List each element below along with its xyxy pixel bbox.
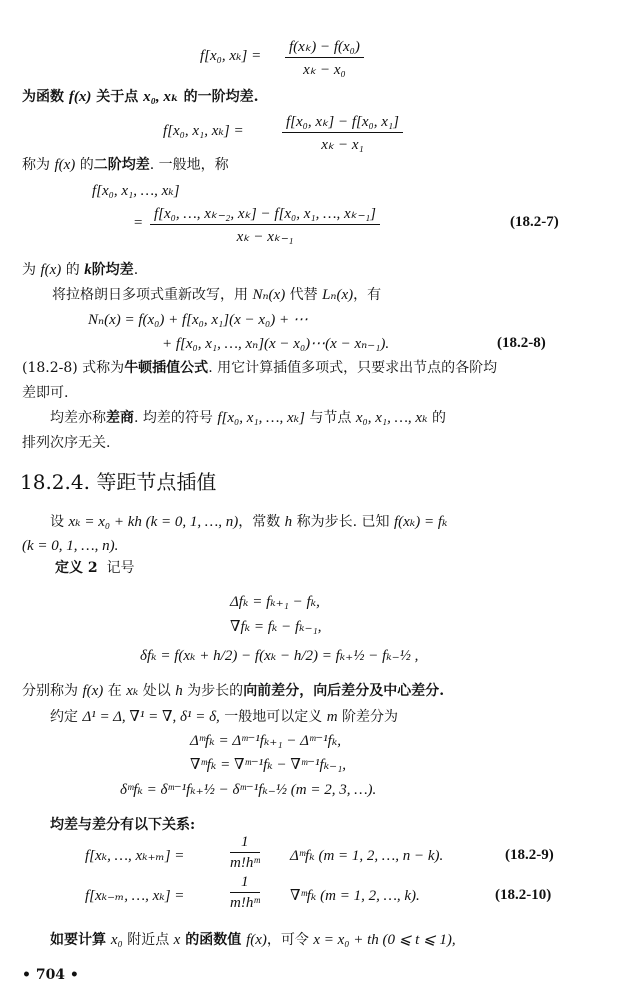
eq8-lhs: f[xₖ₋ₘ, …, xₖ] = <box>85 888 185 904</box>
math: (xₖ + h/2) − f(xₖ − h/2) = fₖ₊½ − fₖ₋½ , <box>178 648 419 664</box>
denominator: xₖ − x₀ <box>303 62 346 78</box>
term: 一阶均差 <box>197 89 254 105</box>
paragraph-difference-names <box>22 682 444 700</box>
math: x₀, x₁, …, xₖ <box>355 410 428 426</box>
math: f(x) <box>82 683 104 699</box>
math: Δ¹ = Δ, ∇¹ = ∇, δ¹ = δ, <box>82 709 220 725</box>
numerator: f(xₖ) − f(x₀) <box>285 37 364 58</box>
text: 关于点 <box>91 89 144 105</box>
math: x = x₀ + th (0 ⩽ t ⩽ 1), <box>313 932 456 948</box>
paragraph-equidistant <box>50 513 448 531</box>
text: 与节点 <box>304 410 356 426</box>
eq-forward-m: Δᵐfₖ = Δᵐ⁻¹fₖ₊₁ − Δᵐ⁻¹fₖ, <box>190 733 342 749</box>
text: 处以 <box>138 683 176 699</box>
text: . <box>133 262 139 278</box>
math: k <box>84 262 92 278</box>
term: 二阶均差 <box>93 157 150 173</box>
equation-number: (18.2-8) <box>497 335 546 351</box>
text: 分别称为 <box>22 683 83 699</box>
paragraph-first-order <box>22 88 258 106</box>
text: 附近点 <box>122 932 174 948</box>
math: xₖ <box>126 683 139 699</box>
text: 称为步长. 已知 <box>292 514 394 530</box>
eq7-rhs: Δᵐfₖ (m = 1, 2, …, n − k). <box>290 848 444 864</box>
term: 牛顿插值公式 <box>124 360 209 376</box>
text: 在 <box>103 683 127 699</box>
term: 阶均差 <box>91 262 134 278</box>
denominator: m!hᵐ <box>230 895 260 911</box>
math: δfₖ = f <box>140 648 179 664</box>
term: 向前差分 <box>243 683 300 699</box>
text: . <box>439 683 445 699</box>
eq-backward-difference: ∇fₖ = fₖ − fₖ₋₁, <box>230 619 322 635</box>
section-heading: 18.2.4. 等距节点插值 <box>20 470 217 494</box>
paragraph-compute <box>50 931 456 949</box>
text: 将拉格朗日多项式重新改写，用 <box>52 287 253 303</box>
text: 的 <box>427 410 446 426</box>
eq8-fraction <box>230 874 260 912</box>
term: 向后差分 <box>313 683 370 699</box>
eq2-lhs: f[x₀, x₁, xₖ] = <box>163 123 244 139</box>
text: 的 <box>178 89 198 105</box>
math: h <box>175 683 183 699</box>
math: x <box>173 932 181 948</box>
text: 一般地可以定义 <box>219 709 327 725</box>
page-number: • 704 • <box>22 967 79 983</box>
eq7-lhs: f[xₖ, …, xₖ₊ₘ] = <box>85 848 185 864</box>
numerator: 1 <box>230 874 260 893</box>
math: h <box>284 514 293 530</box>
paragraph-difference-quotient <box>50 409 446 427</box>
term: 差商 <box>106 410 134 426</box>
math: Nₙ(x) <box>252 287 286 303</box>
text: ，常数 <box>238 514 285 530</box>
paragraph-convention <box>50 708 398 726</box>
text: . <box>253 89 259 105</box>
text: ， <box>299 683 314 699</box>
paragraph-newton-formula <box>22 359 497 377</box>
math: m <box>326 709 338 725</box>
paragraph-difference-quotient-cont: 排列次序无关. <box>22 435 111 451</box>
eq8-rhs: ∇ᵐfₖ (m = 1, 2, …, k). <box>290 888 420 904</box>
equation-number: (18.2-10) <box>495 887 552 903</box>
text: ，有 <box>353 287 382 303</box>
text: . 均差的符号 <box>134 410 218 426</box>
paragraph-k-order <box>22 261 138 279</box>
numerator: f[x₀, …, xₖ₋₂, xₖ] − f[x₀, x₁, …, xₖ₋₁] <box>150 204 380 225</box>
eq1-lhs: f[x₀, xₖ] = <box>200 48 262 64</box>
equation-number: (18.2-7) <box>510 214 559 230</box>
eq3-fraction <box>150 204 380 246</box>
text: 阶差分为 <box>337 709 398 725</box>
eq-central-m: δᵐfₖ = δᵐ⁻¹fₖ₊½ − δᵐ⁻¹fₖ₋½ (m = 2, 3, …). <box>120 782 377 798</box>
math: f(x) <box>246 932 267 948</box>
math: Lₙ(x) <box>322 287 354 303</box>
numerator: f[x₀, xₖ] − f[x₀, x₁] <box>282 112 403 133</box>
eq3-equals: = <box>133 215 144 231</box>
text: 约定 <box>50 709 83 725</box>
text: 均差亦称 <box>50 410 106 426</box>
eq-central-difference <box>140 647 418 665</box>
eq-forward-difference: Δfₖ = fₖ₊₁ − fₖ, <box>230 594 320 610</box>
paragraph-relation: 均差与差分有以下关系: <box>50 817 196 833</box>
text: 的函数值 <box>180 932 247 948</box>
text: 称为 <box>22 157 55 173</box>
eq4-line1: Nₙ(x) = f(x₀) + f[x₀, x₁](x − x₀) + ⋯ <box>88 312 308 328</box>
denominator: m!hᵐ <box>230 855 260 871</box>
text: . 用它计算插值多项式，只要求出节点的各阶均 <box>208 360 498 376</box>
math: f(x) <box>40 262 62 278</box>
math: xₖ = x₀ + kh (k = 0, 1, …, n) <box>68 514 239 530</box>
paragraph-newton-formula-cont: 差即可. <box>22 385 69 401</box>
text: 的 <box>75 157 94 173</box>
eq1-fraction <box>285 37 364 79</box>
term: 中心差分 <box>383 683 440 699</box>
paragraph-second-order <box>22 156 229 174</box>
equation-number: (18.2-9) <box>505 847 554 863</box>
denominator: xₖ − xₖ₋₁ <box>236 229 294 245</box>
eq3-lhs: f[x₀, x₁, …, xₖ] <box>92 183 180 199</box>
text: 为函数 <box>22 89 69 105</box>
math: x₀, xₖ <box>143 89 179 105</box>
text: 为 <box>22 262 41 278</box>
text: 如要计算 <box>50 932 111 948</box>
eq2-fraction <box>282 112 403 154</box>
text: . 一般地，称 <box>149 157 229 173</box>
text: 为步长的 <box>182 683 244 699</box>
text: 的 <box>61 262 85 278</box>
text: 设 <box>50 514 69 530</box>
eq4-line2: + f[x₀, x₁, …, xₙ](x − x₀)⋯(x − xₙ₋₁). <box>162 336 390 352</box>
definition-label: 定义 2 <box>55 560 98 576</box>
definition-2 <box>55 559 135 577</box>
text: 代替 <box>285 287 323 303</box>
math: f(xₖ) = fₖ <box>393 514 448 530</box>
text: ，可令 <box>266 932 314 948</box>
text: (18.2-8) 式称为 <box>22 360 125 376</box>
text: 记号 <box>106 560 135 576</box>
math: f[x₀, x₁, …, xₖ] <box>217 410 305 426</box>
eq-backward-m: ∇ᵐfₖ = ∇ᵐ⁻¹fₖ − ∇ᵐ⁻¹fₖ₋₁, <box>190 757 347 773</box>
eq7-fraction <box>230 834 260 872</box>
math: f(x) <box>68 89 92 105</box>
text: 及 <box>369 683 384 699</box>
paragraph-newton-intro <box>52 286 381 304</box>
math: f(x) <box>54 157 76 173</box>
paragraph-equidistant-cont: (k = 0, 1, …, n). <box>22 538 119 554</box>
math: x₀ <box>110 932 123 948</box>
denominator: xₖ − x₁ <box>321 137 364 153</box>
numerator: 1 <box>230 834 260 853</box>
